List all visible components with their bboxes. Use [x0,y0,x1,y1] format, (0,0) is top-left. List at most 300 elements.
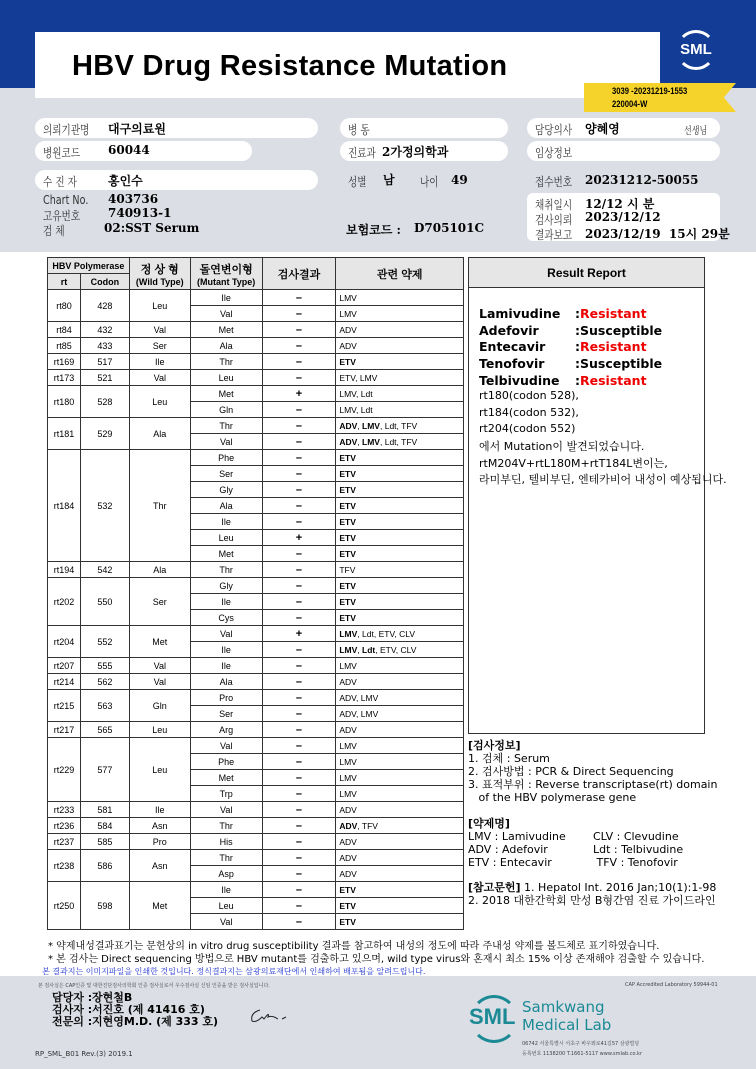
doctor-label: 담당의사 [535,123,573,137]
mutant-type-cell: Leu [190,898,262,914]
codon-cell: 563 [80,690,129,722]
result-cell: – [262,738,336,754]
result-cell: – [262,754,336,770]
drug-label: Ldt [384,436,397,447]
result-cell: – [262,370,336,386]
rt-cell: rt215 [48,690,81,722]
drugs-cell [336,674,464,690]
drugs-cell: ADV, LMV, Ldt, TFV [336,434,464,450]
drug-label: TFV [361,820,378,831]
codon-cell: 433 [80,338,129,354]
drugs-cell [336,882,464,898]
header-polymerase: HBV Polymerase [48,258,130,274]
codon-cell: 581 [80,802,129,818]
table-row [48,882,464,898]
insurance-value: D705101C [414,221,485,235]
footnote-image-notice: 본 결과지는 이미지파일을 인쇄한 것입니다. 정식결과지는 삼광의료재단에서 인쇄하여 배포됨을 알려드립니다. [42,967,426,976]
wild-type-cell: Ile [129,802,190,818]
drug-names-title: [약제명] [468,817,510,830]
table-row [48,562,464,578]
result-cell: – [262,882,336,898]
staff-name: 지현영M.D. (제 333 호) [92,1015,219,1028]
drug-label: Ldt [360,404,373,415]
result-line: rtM204V+rtL180M+rtT184L변이는, [479,456,668,470]
request-value: 2023/12/12 [585,210,661,224]
header-codon: Codon [80,274,129,290]
table-row [48,834,464,850]
wild-type-cell: Ala [129,418,190,450]
result-cell: – [262,306,336,322]
drugs-cell: LMV, Ldt [336,402,464,418]
table-row [48,674,464,690]
footnote-sequencing: * 본 검사는 Direct sequencing 방법으로 HBV mutant를 검출하고 있으며, wild type virus와 혼재시 최소 15% 이상 존재해야 검출할 수 있습니다. [48,954,705,965]
drug-label: LMV [362,420,380,431]
result-cell: – [262,402,336,418]
wild-type-cell: Leu [129,386,190,418]
table-row [48,658,464,674]
rt-cell: rt250 [48,882,81,930]
mutant-type-cell: Arg [190,722,262,738]
codon-cell: 428 [80,290,129,322]
drug-label: ADV [339,804,357,815]
drug-label: TFV [401,420,418,431]
mutant-type-cell: Val [190,306,262,322]
rt-cell: rt180 [48,386,81,418]
drugs-cell [336,498,464,514]
test-info-line: of the HBV polymerase gene [468,791,637,804]
staff-role: 담당자 : [52,991,93,1004]
rt-cell: rt80 [48,290,81,322]
signature-icon [248,1005,293,1025]
drug-label: ADV [339,340,357,351]
result-cell: – [262,290,336,306]
header-wild-sub: (Wild Type) [135,276,184,287]
drugs-cell [336,738,464,754]
cap-accreditation: CAP Accredited Laboratory 59944-01 [625,982,718,988]
drugs-cell [336,754,464,770]
wild-type-cell: Asn [129,850,190,882]
drug-label: ADV [339,836,357,847]
drug-separator: : [575,322,580,338]
mutant-type-cell: Phe [190,450,262,466]
result-cell: – [262,690,336,706]
mutant-type-cell: Thr [190,818,262,834]
drugs-cell: ADV, LMV [336,690,464,706]
insurance-label: 보험코드 : [346,223,401,237]
drug-abbrev: LMV : Lamivudine [468,830,566,843]
drug-label: ETV [339,548,356,559]
wild-type-cell: Gln [129,690,190,722]
mutant-type-cell: Ile [190,658,262,674]
result-cell: – [262,786,336,802]
mutant-type-cell: Ile [190,290,262,306]
collect-value: 12/12 시 분 [585,197,655,211]
result-line: 라미부딘, 텔비부딘, 엔테카비어 내성이 예상됩니다. [479,472,727,486]
header-wild-type [129,258,190,290]
drug-label: LMV [339,388,357,399]
dept-label: 진료과 [348,146,376,160]
mutant-type-cell: Met [190,322,262,338]
drug-label: ADV [339,436,358,447]
table-row [48,850,464,866]
mutant-type-cell: Met [190,386,262,402]
drug-result-row [479,306,704,323]
codon-cell: 542 [80,562,129,578]
sml-logo-icon: SML [676,30,716,70]
drugs-cell [336,594,464,610]
drug-abbrev: ADV : Adefovir [468,843,548,856]
mutant-type-cell: His [190,834,262,850]
header-drugs: 관련 약제 [336,258,464,290]
wild-type-cell: Ser [129,578,190,626]
mutant-type-cell: Ile [190,642,262,658]
table-row [48,418,464,434]
codon-cell: 532 [80,450,129,562]
result-cell: – [262,514,336,530]
drug-abbrev: CLV : Clevudine [593,830,679,843]
drugs-cell [336,322,464,338]
result-cell: – [262,834,336,850]
drug-separator: : [575,306,580,321]
drug-label: ETV [339,580,356,591]
drug-label: ETV [339,500,356,511]
result-cell: – [262,322,336,338]
codon-cell: 517 [80,354,129,370]
test-info-line: 1. 검체 : Serum [468,752,550,765]
rt-cell: rt173 [48,370,81,386]
chart-label: Chart No. [43,193,89,207]
mutant-type-cell: Ser [190,706,262,722]
mutant-type-cell: Asp [190,866,262,882]
drug-separator: : [575,356,580,372]
mutant-type-cell: Val [190,914,262,930]
drug-label: LMV [360,692,379,703]
drugs-cell [336,658,464,674]
lab-address: 06742 서울특별시 서초구 바우뫼로41길57 삼광빌딩 [522,1041,640,1047]
mutant-type-cell: Thr [190,418,262,434]
result-cell: – [262,770,336,786]
result-cell: – [262,354,336,370]
lab-name-line1: Samkwang [522,998,605,1016]
drug-label: ETV [379,644,396,655]
table-row [48,370,464,386]
table-row [48,290,464,306]
request-label: 검사의뢰 [535,213,573,227]
drug-label: LMV [339,772,357,783]
drug-label: ETV [339,916,356,927]
result-cell: – [262,914,336,930]
mutant-type-cell: Val [190,626,262,642]
drug-label: ETV [339,372,356,383]
result-cell: – [262,658,336,674]
result-line: rt180(codon 528), [479,389,579,403]
table-row [48,802,464,818]
doctor-suffix: 선생님 [684,126,708,137]
header-rt: rt [48,274,81,290]
mutant-type-cell: Ser [190,466,262,482]
wild-type-cell: Leu [129,722,190,738]
drugs-cell: LMV, Ldt [336,386,464,402]
drug-result-row [479,339,704,356]
report-date-value: 2023/12/19 15시 29분 [585,227,730,241]
drug-status: Resistant [580,306,647,321]
doctor-value: 양혜영 [585,122,620,136]
drug-label: ADV [339,852,357,863]
reference-2: 2. 2018 대한간학회 만성 B형간염 진료 가이드라인 [468,894,716,907]
result-cell: – [262,642,336,658]
drug-label: Ldt [360,388,373,399]
result-cell: – [262,434,336,450]
result-cell: – [262,594,336,610]
drug-label: LMV [339,644,358,655]
table-row [48,354,464,370]
references-section [468,881,716,907]
mutant-type-cell: Ala [190,498,262,514]
table-row [48,338,464,354]
drugs-cell [336,802,464,818]
rt-cell: rt84 [48,322,81,338]
rt-cell: rt85 [48,338,81,354]
sex-value: 남 [383,173,395,187]
age-value: 49 [451,173,468,187]
drug-name: Entecavir [479,339,546,355]
drugs-cell: ADV, TFV [336,818,464,834]
table-row [48,322,464,338]
mutant-type-cell: Ala [190,338,262,354]
drug-label: Ldt [362,628,374,639]
mutant-type-cell: Leu [190,370,262,386]
result-cell: – [262,466,336,482]
result-cell: – [262,338,336,354]
rt-cell: rt214 [48,674,81,690]
staff-name: 서진호 (제 41416 호) [92,1003,205,1016]
table-row [48,386,464,402]
drugs-cell [336,306,464,322]
mutant-type-cell: Val [190,434,262,450]
mutant-type-cell: Val [190,738,262,754]
patient-field [35,170,318,190]
drugs-cell [336,898,464,914]
drug-status: Resistant [580,339,647,355]
result-cell: – [262,898,336,914]
drugs-cell [336,834,464,850]
mutant-type-cell: Gln [190,402,262,418]
header-mutant-sub: (Mutant Type) [196,276,256,287]
drug-result-row [479,356,704,373]
drug-name: Lamivudine [479,306,561,321]
result-report-title: Result Report [469,258,704,288]
result-cell: – [262,850,336,866]
rt-cell: rt169 [48,354,81,370]
drug-label: ADV [339,724,357,735]
codon-cell: 585 [80,834,129,850]
codon-cell: 432 [80,322,129,338]
result-cell: – [262,722,336,738]
codon-cell: 550 [80,578,129,626]
drug-label: ETV [339,612,356,623]
mutant-type-cell: Cys [190,610,262,626]
drugs-cell [336,450,464,466]
codon-cell: 562 [80,674,129,690]
table-row [48,450,464,466]
mutant-type-cell: Thr [190,562,262,578]
hospital-value: 대구의료원 [108,122,166,136]
rt-cell: rt184 [48,450,81,562]
result-cell: – [262,818,336,834]
header-mutant-type [190,258,262,290]
drug-result-row [479,323,704,340]
drug-abbrev: TFV : Tenofovir [593,856,678,869]
drug-status: Susceptible [580,356,663,372]
drug-abbrev: Ldt : Telbivudine [593,843,684,856]
drugs-cell: LMV, Ldt, ETV, CLV [336,642,464,658]
rt-cell: rt229 [48,738,81,802]
test-info-line: 2. 검사방법 : PCR & Direct Sequencing [468,765,674,778]
drug-label: CLV [400,644,417,655]
drug-label: ADV [339,820,358,831]
report-title: HBV Drug Resistance Mutation [72,50,508,82]
codon-cell: 552 [80,626,129,658]
drugs-cell [336,466,464,482]
staff-role: 전문의 : [52,1015,93,1028]
result-cell: – [262,866,336,882]
table-row [48,626,464,642]
mutant-type-cell: Leu [190,530,262,546]
rt-cell: rt217 [48,722,81,738]
drugs-cell [336,722,464,738]
drug-label: LMV [339,740,357,751]
wild-type-cell: Val [129,370,190,386]
drugs-cell [336,290,464,306]
drug-label: TFV [401,436,418,447]
drugs-cell [336,786,464,802]
rt-cell: rt237 [48,834,81,850]
wild-type-cell: Leu [129,290,190,322]
drug-label: ADV [339,708,357,719]
rt-cell: rt194 [48,562,81,578]
codon-cell: 586 [80,850,129,882]
drug-label: CLV [399,628,415,639]
clinical-label: 임상정보 [535,146,573,160]
drug-label: ETV [339,900,356,911]
table-row [48,738,464,754]
result-line: rt184(codon 532), [479,405,579,419]
drugs-cell: ETV, LMV [336,370,464,386]
result-cell: – [262,674,336,690]
drugs-cell [336,546,464,562]
drugs-cell [336,354,464,370]
staff-role: 검사자 : [52,1003,93,1016]
drug-name: Telbivudine [479,372,560,388]
drug-label: LMV [339,628,358,639]
wild-type-cell: Thr [129,450,190,562]
drug-label: TFV [339,564,356,575]
table-row [48,722,464,738]
rt-cell: rt202 [48,578,81,626]
drugs-cell [336,914,464,930]
table-row [48,578,464,594]
mutant-type-cell: Thr [190,354,262,370]
report-id-line1: 3039 -20231219-1553 [612,86,688,96]
drug-label: LMV [339,292,357,303]
drugs-cell [336,530,464,546]
receipt-value: 20231212-50055 [585,173,699,187]
wild-type-cell: Val [129,658,190,674]
drug-abbrev: ETV : Entecavir [468,856,552,869]
certification-note: 본 검사실은 CAP인증 및 대한진단검사의학회 인증 검사실로서 우수검사실 신임 인증을 받은 검사실입니다. [38,983,270,989]
code-label: 병원코드 [43,146,81,160]
result-cell: – [262,706,336,722]
drug-label: ETV [339,356,356,367]
drug-label: ADV [339,868,357,879]
drug-label: ETV [339,596,356,607]
drugs-cell [336,850,464,866]
specimen-label: 검 체 [43,224,65,238]
table-row [48,818,464,834]
drug-label: LMV [339,756,357,767]
sex-label: 성별 [348,175,367,189]
drug-label: LMV [359,372,378,383]
result-cell: – [262,482,336,498]
drugs-cell [336,514,464,530]
codon-cell: 528 [80,386,129,418]
drugs-cell [336,482,464,498]
header-mutant-ko: 돌연변이형 [199,263,253,276]
drugs-cell [336,338,464,354]
result-cell: – [262,498,336,514]
reference-1: 1. Hepatol Int. 2016 Jan;10(1):1-98 [520,881,717,894]
drug-result-row [479,373,704,390]
rt-cell: rt181 [48,418,81,450]
drugs-cell: ADV, LMV, Ldt, TFV [336,418,464,434]
wild-type-cell: Ser [129,338,190,354]
drug-label: ETV [378,628,395,639]
drug-label: ETV [339,468,356,479]
ward-label: 병 동 [348,123,370,137]
drug-label: ETV [339,884,356,895]
result-cell: + [262,386,336,402]
result-cell: – [262,418,336,434]
header-result: 검사결과 [262,258,336,290]
drug-label: ETV [339,484,356,495]
drug-label: ETV [339,532,356,543]
wild-type-cell: Ala [129,562,190,578]
drug-label: ADV [339,676,357,687]
table-row [48,690,464,706]
staff-name: 장현철B [92,991,133,1004]
patient-label: 수 진 자 [43,175,77,189]
lab-contact: 등록번호 1138200 T.1661-5117 www.smlab.co.kr [522,1051,643,1057]
test-info-title: [검사정보] [468,739,521,752]
drug-names-section [468,817,683,869]
drug-label: LMV [339,660,357,671]
wild-type-cell: Leu [129,738,190,802]
drug-label: LMV [360,708,379,719]
mutant-type-cell: Val [190,802,262,818]
wild-type-cell: Met [129,882,190,930]
id-value: 740913-1 [108,206,172,220]
drug-label: Ldt [362,644,376,655]
result-cell: – [262,578,336,594]
lab-logo: SML [469,1004,516,1029]
rt-cell: rt204 [48,626,81,658]
wild-type-cell: Val [129,674,190,690]
codon-cell: 529 [80,418,129,450]
wild-type-cell: Pro [129,834,190,850]
drug-label: Ldt [384,420,397,431]
patient-value: 홍인수 [108,174,143,188]
codon-cell: 521 [80,370,129,386]
